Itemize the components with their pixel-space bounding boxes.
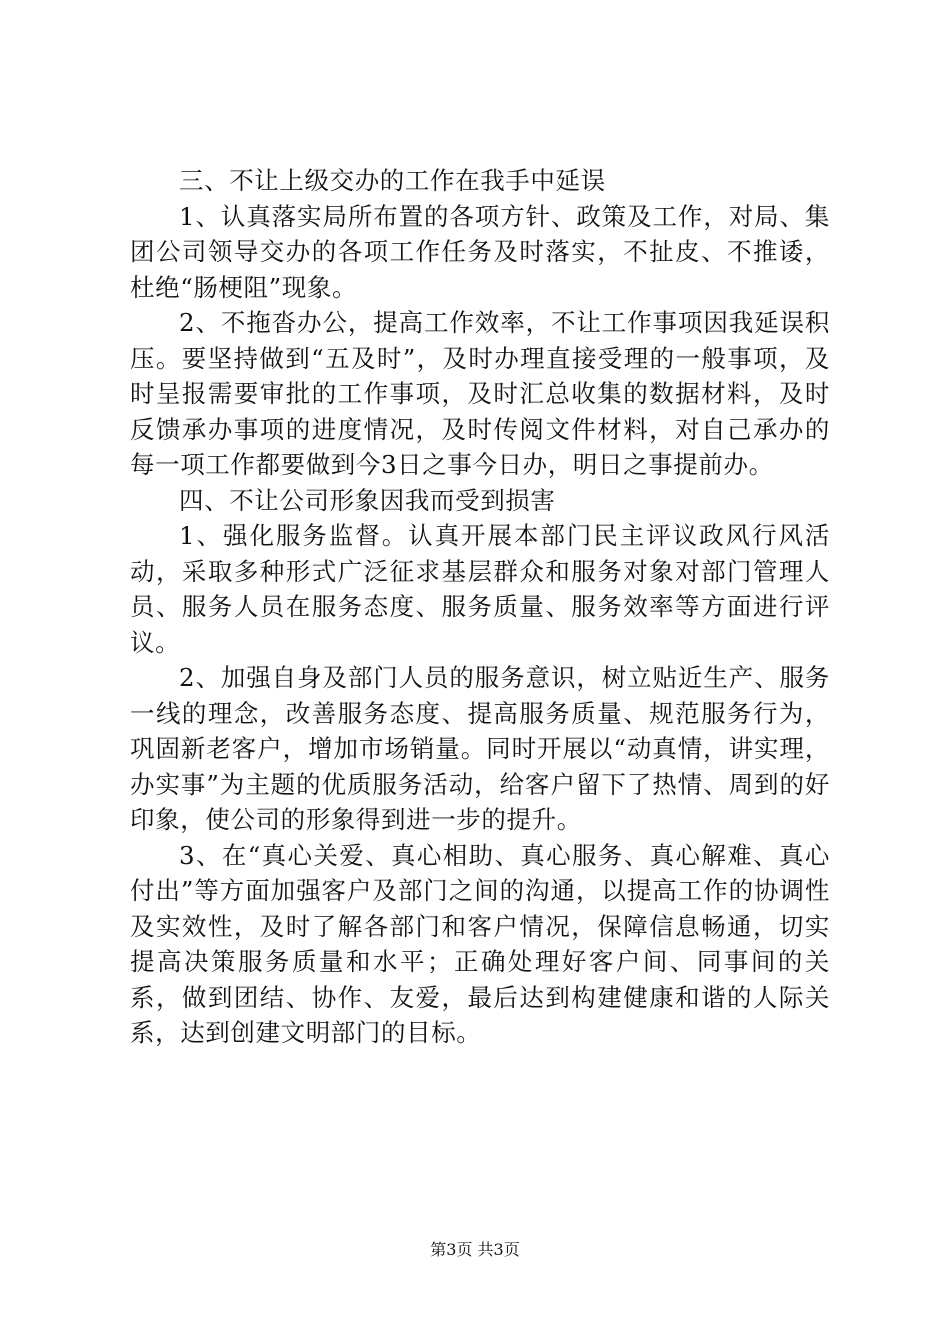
paragraph-item-2b: 2、加强自身及部门人员的服务意识，树立贴近生产、服务一线的理念，改善服务态度、提高服务质量、规范服务行为，巩固新老客户，增加市场销量。同时开展以“动真情，讲实理，办实事”为主题的优质服务活动，给客户留下了热情、周到的好印象，使公司的形象得到进一步的提升。 [130, 663, 830, 834]
paragraph-item-2: 2、不拖沓办公，提高工作效率，不让工作事项因我延误积压。要坚持做到“五及时”，及时办理直接受理的一般事项，及时呈报需要审批的工作事项，及时汇总收集的数据材料，及时反馈承办事项的进度情况，及时传阅文件材料，对自己承办的每一项工作都要做到今3日之事今日办，明日之事提前办。 [130, 308, 830, 479]
section-heading-four: 四、不让公司形象因我而受到损害 [179, 485, 556, 515]
paragraph-item-1b: 1、强化服务监督。认真开展本部门民主评议政风行风活动，采取多种形式广泛征求基层群众和服务对象对部门管理人员、服务人员在服务态度、服务质量、服务效率等方面进行评议。 [130, 521, 830, 657]
document-body [130, 163, 830, 1051]
page-footer: 第3页 共3页 [430, 1240, 520, 1259]
paragraph-item-3b: 3、在“真心关爱、真心相助、真心服务、真心解难、真心付出”等方面加强客户及部门之间的沟通，以提高工作的协调性及实效性，及时了解各部门和客户情况，保障信息畅通，切实提高决策服务质量和水平；正确处理好客户间、同事间的关系，做到团结、协作、友爱，最后达到构建健康和谐的人际关系，达到创建文明部门的目标。 [130, 840, 830, 1047]
section-heading-three: 三、不让上级交办的工作在我手中延误 [179, 166, 606, 195]
paragraph-item-1: 1、认真落实局所布置的各项方针、政策及工作，对局、集团公司领导交办的各项工作任务及时落实，不扯皮、不推诿，杜绝“肠梗阻”现象。 [130, 201, 830, 302]
